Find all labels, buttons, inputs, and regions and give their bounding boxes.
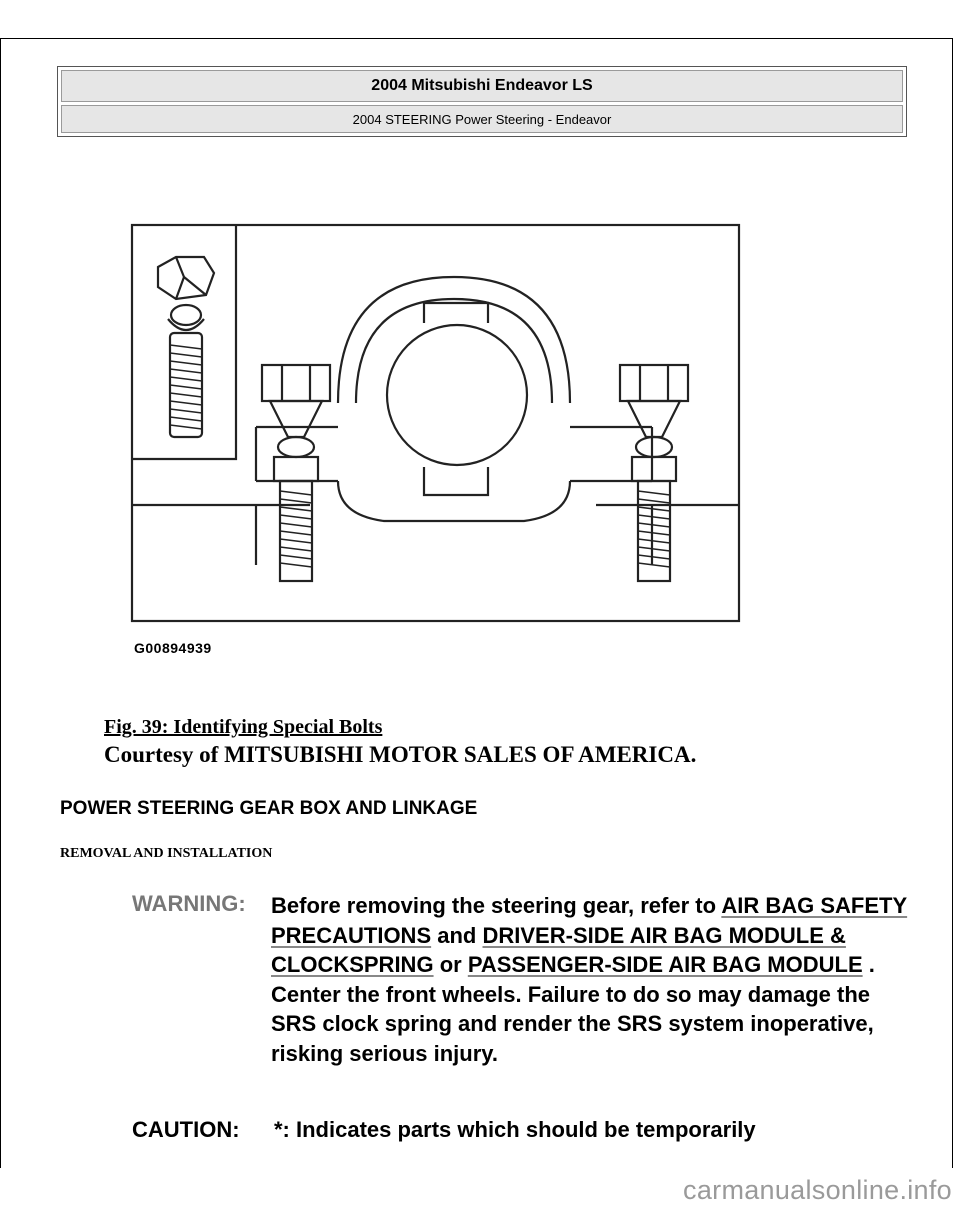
left-bolt-drawing	[262, 365, 330, 581]
vehicle-title: 2004 Mitsubishi Endeavor LS	[61, 70, 903, 102]
caution-text: *: Indicates parts which should be temporarily	[274, 1117, 756, 1142]
warning-text	[271, 891, 911, 1068]
site-watermark: carmanualsonline.info	[683, 1175, 952, 1205]
figure-code: G00894939	[134, 640, 212, 656]
special-bolts-illustration	[124, 215, 744, 665]
inset-bolt-drawing	[158, 257, 214, 437]
figure-credit: Courtesy of MITSUBISHI MOTOR SALES OF AMERICA.	[104, 742, 697, 767]
driver-side-air-bag-link[interactable]: DRIVER-SIDE AIR BAG MODULE & CLOCKSPRING	[271, 922, 846, 977]
warning-label: WARNING:	[132, 891, 246, 916]
warning-text-part: Before removing the steering gear, refer to	[271, 893, 717, 918]
warning-text-part: and	[437, 922, 477, 948]
passenger-side-air-bag-link[interactable]: PASSENGER-SIDE AIR BAG MODULE	[467, 952, 863, 977]
warning-text-part: . Center the front wheels. Failure to do so may damage the SRS clock spring and render the SRS system inoperative, risking serious injury.	[271, 952, 875, 1066]
warning-text-part: or	[439, 952, 462, 977]
section-heading: POWER STEERING GEAR BOX AND LINKAGE	[60, 798, 478, 819]
figure-caption-link[interactable]: Fig. 39: Identifying Special Bolts	[104, 716, 383, 738]
right-bolt-drawing	[620, 365, 688, 581]
figure-frame	[132, 225, 739, 621]
document-header	[57, 66, 907, 137]
air-bag-safety-precautions-link[interactable]: AIR BAG SAFETY PRECAUTIONS	[271, 893, 908, 948]
bracket-drawing	[132, 277, 739, 565]
procedure-heading: REMOVAL AND INSTALLATION	[60, 846, 273, 861]
caution-label: CAUTION:	[132, 1117, 240, 1142]
inset-divider	[132, 225, 236, 459]
section-subtitle: 2004 STEERING Power Steering - Endeavor	[61, 105, 903, 133]
